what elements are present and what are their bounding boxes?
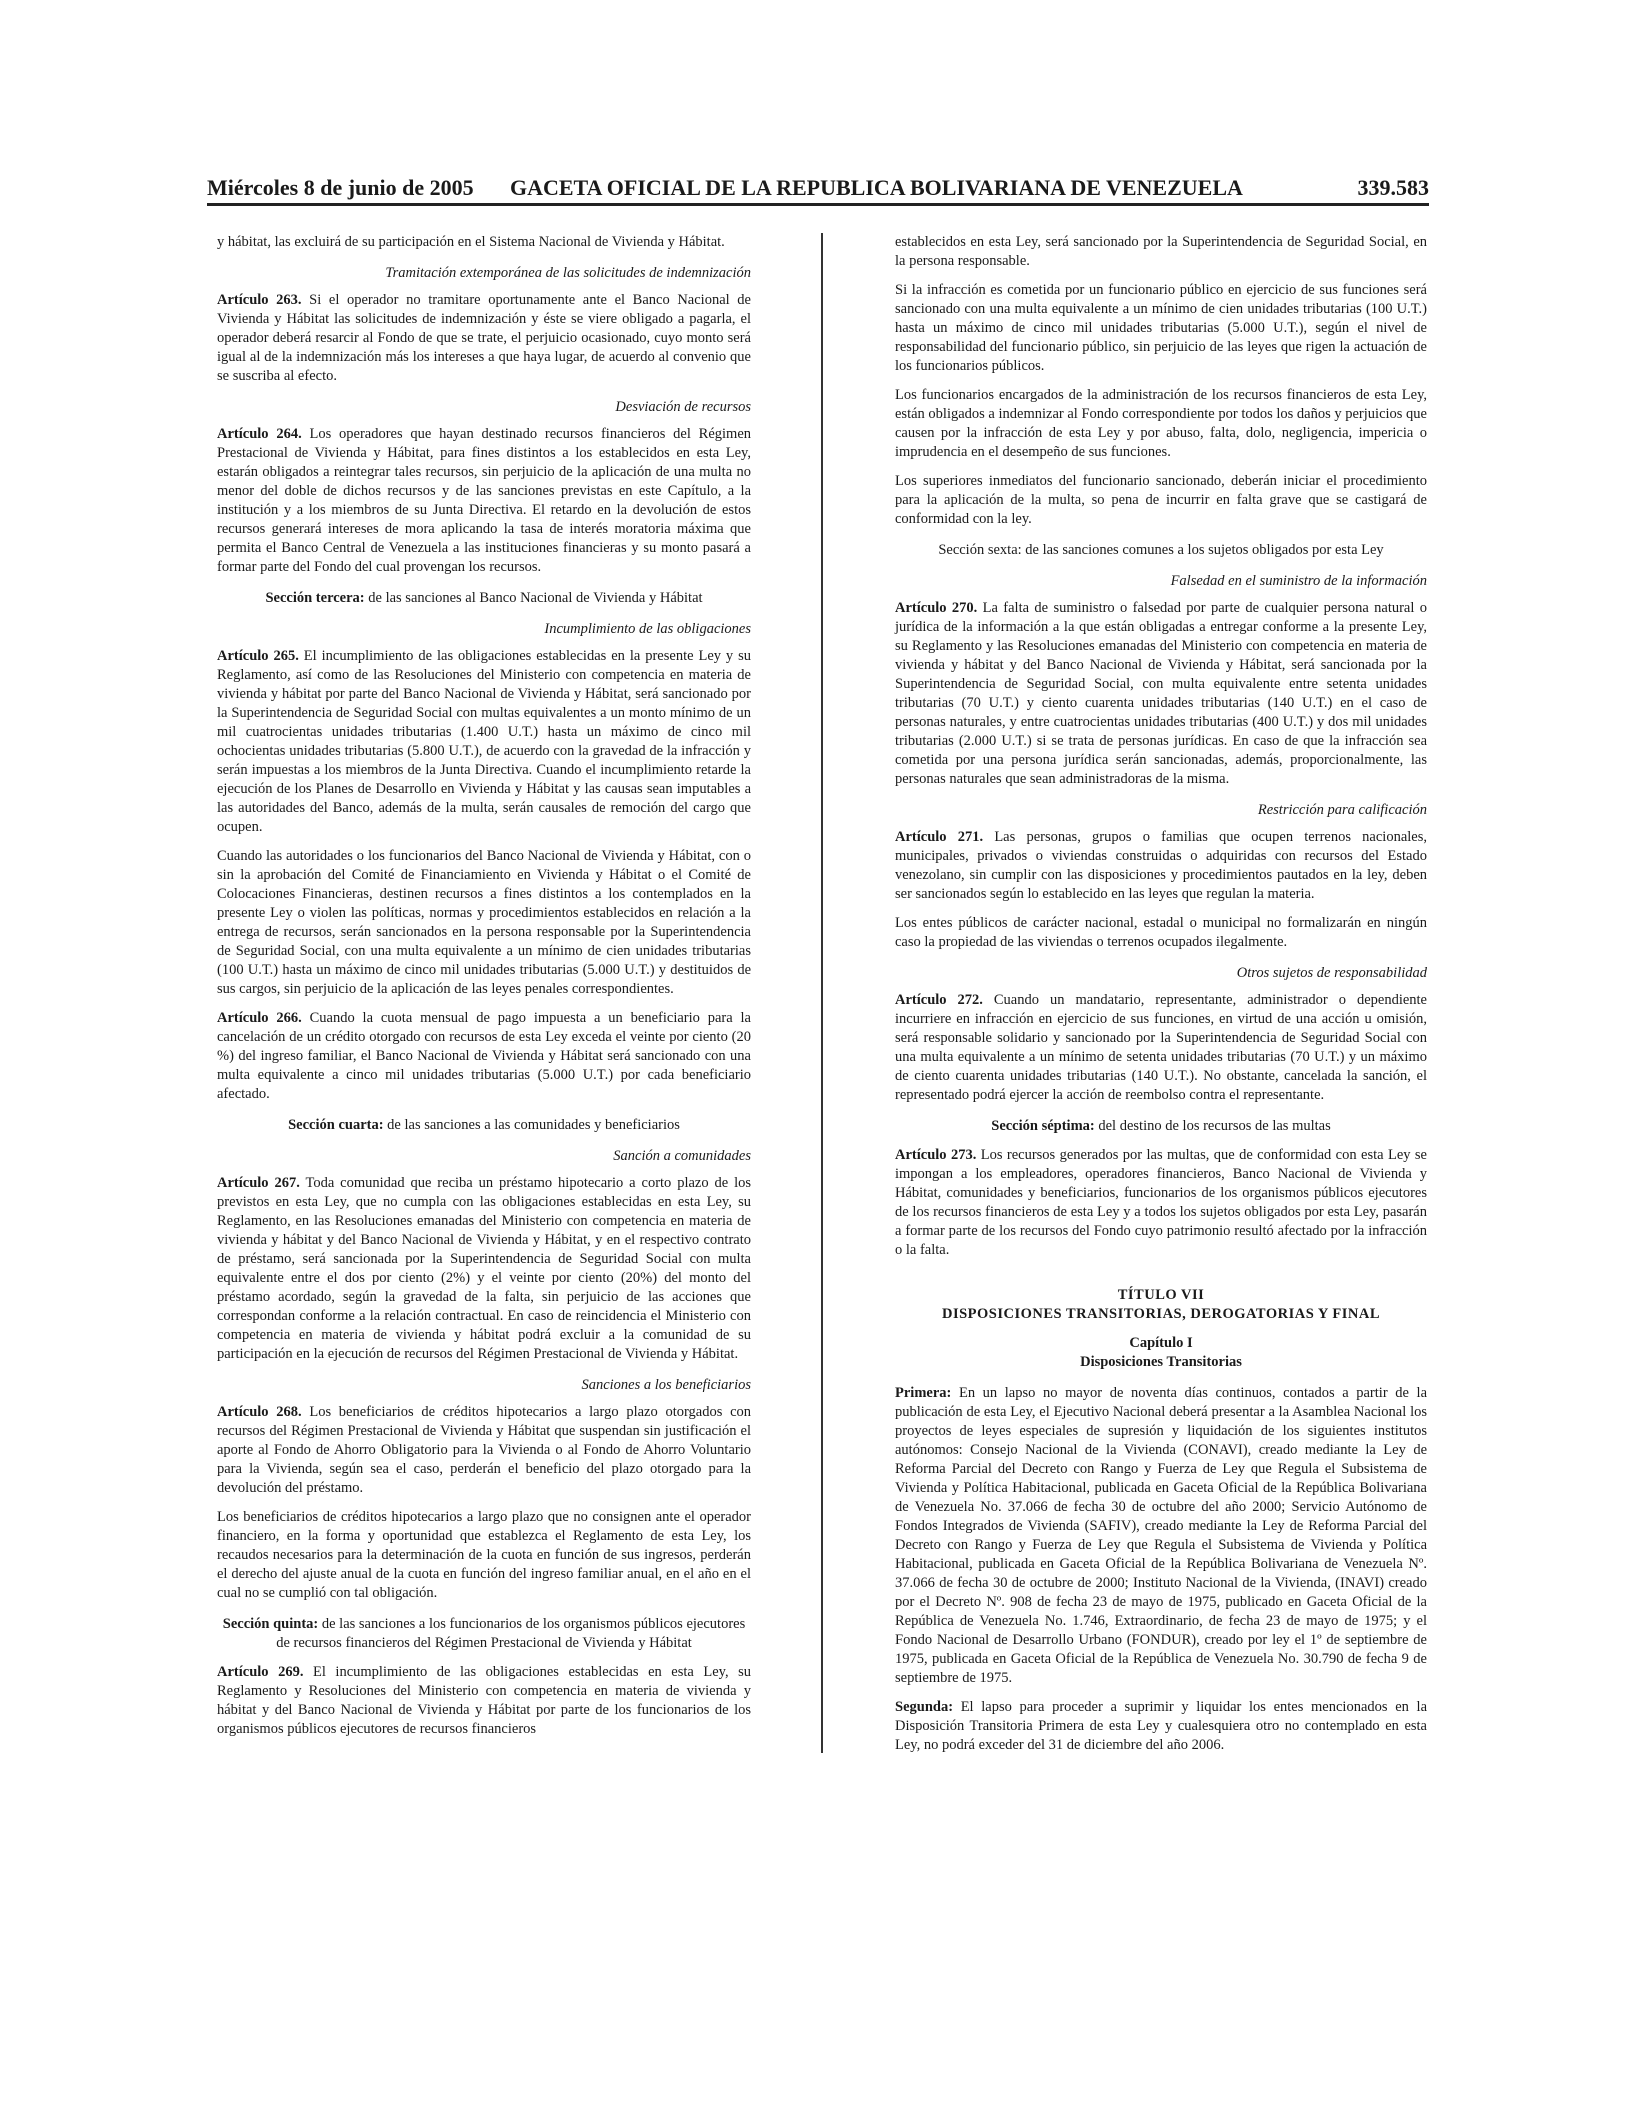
article-label: Artículo 272.	[895, 992, 983, 1008]
disposition-segunda	[895, 1698, 1427, 1755]
article-text: El incumplimiento de las obligaciones establecidas en la presente Ley y su Reglamento, así como de las Resoluciones del Ministerio con competencia en materia de vivienda y hábitat por parte del Banco Nacional de Vivienda y Hábitat, será sancionado por la Superintendencia de Seguridad Social con multas equivalentes a un monto mínimo de un mil cuatrocientas unidades tributarias (1.400 U.T.) hasta un máximo de cinco mil ochocientas unidades tributarias (5.800 U.T.), de acuerdo con la gravedad de la infracción y serán impuestas a los miembros de la Junta Directiva. Cuando el incumplimiento retarde la ejecución de los Planes de Desarrollo en Vivienda y Hábitat y las causas sean imputables a las autoridades del Banco, además de la multa, serán causales de remoción del cargo que ocupen.	[217, 648, 752, 835]
header-title: GACETA OFICIAL DE LA REPUBLICA BOLIVARIANA DE VENEZUELA	[510, 175, 1243, 200]
article-263	[217, 291, 751, 386]
article-label: Artículo 268.	[217, 1404, 302, 1420]
section-label: Sección quinta:	[222, 1616, 319, 1632]
paragraph: Los superiores inmediatos del funcionario sancionado, deberán iniciar el procedimiento para la aplicación de la multa, so pena de incurrir en falta grave que se castigará de conformidad con la ley.	[895, 473, 1427, 527]
article-265	[217, 647, 751, 837]
article-label: Artículo 269.	[217, 1664, 304, 1680]
article-text: La falta de suministro o falsedad por parte de cualquier persona natural o jurídica de la información a la que están obligadas a entregar conforme a la presente Ley, su Reglamento y las Resoluciones emanadas del Ministerio con competencia en materia de vivienda y hábitat y del Banco Nacional de Vivienda y Hábitat, será sancionada por la Superintendencia de Seguridad Social, con multa equivalente entre setenta unidades tributarias (70 U.T.) y ciento cuarenta unidades tributarias (140 U.T.) en el caso de personas naturales, y entre cuatrocientas unidades tributarias (400 U.T.) y dos mil unidades tributarias (2.000 U.T.) si se trata de personas jurídicas. En caso de que la infracción sea cometida por una persona jurídica serán sancionadas, además, proporcionalmente, las personas naturales que sean administradoras de la misma.	[895, 600, 1427, 787]
section-heading	[895, 1117, 1427, 1136]
paragraph: Los funcionarios encargados de la administración de los recursos financieros de esta Ley, están obligados a indemnizar al Fondo correspondiente por todos los daños y perjuicios que causen por la infracción de esta Ley y por abuso, falta, dolo, negligencia, impericia o imprudencia en el desempeño de sus funciones.	[895, 387, 1427, 460]
disposition-label: Primera:	[895, 1385, 952, 1401]
chapter-subheading: Disposiciones Transitorias	[1080, 1354, 1242, 1370]
article-text: Cuando la cuota mensual de pago impuesta a un beneficiario para la cancelación de un crédito otorgado con recursos de esta Ley exceda el veinte por ciento (20 %) del ingreso familiar, el Banco Nacional de Vivienda y Hábitat será sancionado con una multa equivalente a cinco mil unidades tributarias (5.000 U.T.) por cada beneficiario afectado.	[217, 1010, 751, 1102]
section-label: Sección tercera:	[265, 590, 365, 606]
article-text: Las personas, grupos o familias que ocupen terrenos nacionales, municipales, privados o viviendas construidas o adquiridas con recursos del Estado venezolano, sin cumplir con las disposiciones y procedimientos pautados en la ley, deben ser sancionados según lo establecido en las leyes que regulan la materia.	[895, 829, 1427, 902]
article-label: Artículo 266.	[217, 1010, 302, 1026]
paragraph: Los beneficiarios de créditos hipotecarios a largo plazo que no consignen ante el operador financiero, en la forma y oportunidad que establezca el Reglamento de esta Ley, los recaudos necesarios para la determinación de la cuota en función de sus ingresos, perderán el derecho del ajuste anual de la cuota en función del ingreso familiar anual, en el año en el cual no se cumplió con tal obligación.	[217, 1509, 751, 1601]
left-column	[217, 233, 751, 1749]
article-271	[895, 828, 1427, 904]
article-272	[895, 991, 1427, 1105]
header-page-number: 339.583	[1357, 175, 1429, 200]
article-label: Artículo 270.	[895, 600, 978, 616]
section-text: del destino de los recursos de las multas	[1098, 1118, 1331, 1134]
article-text: Toda comunidad que reciba un préstamo hipotecario a corto plazo de los previstos en esta Ley, que no cumpla con las obligaciones establecidas en esta Ley, su Reglamento, en las Resoluciones emanadas del Ministerio con competencia en materia de vivienda y hábitat y del Banco Nacional de Vivienda y Hábitat, y en el respectivo contrato de préstamo, será sancionada por la Superintendencia de Seguridad Social con multa equivalente entre el dos por ciento (2%) y el veinte por ciento (20%) del monto del préstamo acordado, según la gravedad de la falta, sin perjuicio de las acciones que correspondan conforme a la relación contractual. En caso de reincidencia el Ministerio con competencia en materia de vivienda y hábitat podrá excluir a la comunidad de su participación en la ejecución de recursos del Régimen Prestacional de Vivienda y Hábitat.	[217, 1175, 751, 1362]
page-header	[207, 175, 1429, 205]
article-text: El incumplimiento de las obligaciones establecidas en esta Ley, su Reglamento y Resoluciones del Ministerio con competencia en materia de vivienda y hábitat y del Banco Nacional de Vivienda y Hábitat por parte de los funcionarios de los organismos públicos ejecutores de recursos financieros	[217, 1664, 752, 1737]
article-subheading: Incumplimiento de las obligaciones	[544, 621, 751, 637]
article-text: Los recursos generados por las multas, que de conformidad con esta Ley se impongan a los empleadores, operadores financieros, Banco Nacional de Vivienda y Hábitat, comunidades y beneficiarios, funcionarios de los organismos públicos ejecutores de los recursos financieros de esta Ley y a todos los sujetos obligados por esta Ley, pasarán a formar parte de los recursos del Fondo cuyo patrimonio resultó afectado por la infracción o la falta.	[895, 1147, 1427, 1258]
section-text: de las sanciones a los funcionarios de los organismos públicos ejecutores de recursos financieros del Régimen Prestacional de Vivienda y Hábitat	[276, 1616, 746, 1651]
disposition-text: El lapso para proceder a suprimir y liquidar los entes mencionados en la Disposición Transitoria Primera de esta Ley y cualesquiera otro no contemplado en esta Ley, no podrá exceder del 31 de diciembre del año 2006.	[895, 1699, 1427, 1753]
paragraph: Si la infracción es cometida por un funcionario público en ejercicio de sus funciones será sancionado con una multa equivalente a un mínimo de cien unidades tributarias (100 U.T.) hasta un máximo de cinco mil unidades tributarias (5.000 U.T.), según el nivel de responsabilidad del funcionario público, sin perjuicio de las leyes que rigen la actuación de los funcionarios públicos.	[895, 282, 1427, 374]
article-subheading: Restricción para calificación	[1257, 802, 1427, 818]
article-subheading: Sanción a comunidades	[613, 1148, 751, 1164]
paragraph: Cuando las autoridades o los funcionarios del Banco Nacional de Vivienda y Hábitat, con o sin la aprobación del Comité de Financiamiento en Vivienda y Hábitat o el Comité de Colocaciones Financieras, destinen recursos a fines distintos a los contemplados en la presente Ley o violen las políticas, normas y procedimientos establecidos en relación a la entrega de recursos, serán sancionados en la persona responsable por la Superintendencia de Seguridad Social, con una multa equivalente a un mínimo de cien unidades tributarias (100 U.T.) hasta un máximo de cinco mil unidades tributarias (5.000 U.T.) y destituidos de sus cargos, sin perjuicio de la aplicación de las leyes penales correspondientes.	[217, 848, 751, 997]
article-subheading: Otros sujetos de responsabilidad	[1236, 965, 1427, 981]
paragraph: y hábitat, las excluirá de su participación en el Sistema Nacional de Vivienda y Hábitat.	[217, 234, 725, 250]
disposition-primera	[895, 1384, 1427, 1688]
section-heading: Sección sexta: de las sanciones comunes a los sujetos obligados por esta Ley	[938, 542, 1384, 558]
article-text: Si el operador no tramitare oportunamente ante el Banco Nacional de Vivienda y Hábitat las solicitudes de indemnización y éste se viere obligado a pagarla, el operador deberá resarcir al Fondo de que se trate, el perjuicio ocasionado, cuyo monto será igual al de la indemnización más los intereses a que haya lugar, de acuerdo al convenio que se suscriba al efecto.	[217, 292, 751, 384]
article-270	[895, 599, 1427, 789]
article-text: Los operadores que hayan destinado recursos financieros del Régimen Prestacional de Vivienda y Hábitat, para fines distintos a los establecidos en esta Ley, estarán obligados a reintegrar tales recursos, sin perjuicio de la aplicación de una multa no menor del doble de dichos recursos y de las sanciones previstas en este Capítulo, a la institución y a los miembros de su Junta Directiva. El retardo en la devolución de estos recursos generará intereses de mora aplicando la tasa de interés moratoria máxima que permita el Banco Central de Venezuela a las instituciones financieras y su monto pasará a formar parte del Fondo del cual provengan los recursos.	[217, 426, 752, 575]
chapter-heading: Capítulo I	[1129, 1335, 1193, 1351]
article-264	[217, 425, 751, 577]
article-label: Artículo 263.	[217, 292, 302, 308]
article-268	[217, 1403, 751, 1498]
article-text: Los beneficiarios de créditos hipotecarios a largo plazo otorgados con recursos del Régimen Prestacional de Vivienda y Hábitat que suspendan sin justificación el aporte al Fondo de Ahorro Obligatorio para la Vivienda o al Fondo de Ahorro Voluntario para la Vivienda, según sea el caso, perderán el beneficio del plazo otorgado para la devolución del préstamo.	[217, 1404, 752, 1496]
article-273	[895, 1146, 1427, 1260]
article-text: Cuando un mandatario, representante, administrador o dependiente incurriere en infracción en ejercicio de sus funciones, en virtud de una acción u omisión, será responsable solidario y sancionado por la Superintendencia de Seguridad Social con una multa equivalente a un mínimo de setenta unidades tributarias (70 U.T.) y un máximo de ciento cuarenta unidades tributarias (140 U.T.). No obstante, cancelada la sanción, el representado podrá ejercer la acción de reembolso contra el representante.	[895, 992, 1427, 1103]
header-rule	[207, 203, 1429, 206]
article-267	[217, 1174, 751, 1364]
article-label: Artículo 264.	[217, 426, 302, 442]
disposition-text: En un lapso no mayor de noventa días continuos, contados a partir de la publicación de esta Ley, el Ejecutivo Nacional deberá presentar a la Asamblea Nacional los proyectos de leyes especiales de supresión y liquidación de los siguientes institutos autónomos: Consejo Nacional de la Vivienda (CONAVI), creado mediante la Ley de Reforma Parcial del Decreto con Rango y Fuerza de Ley que Regula el Subsistema de Vivienda y Política Habitacional, publicada en Gaceta Oficial de la República Bolivariana de Venezuela No. 37.066 de fecha 30 de octubre del año 2000; Servicio Autónomo de Fondos Integrados de Vivienda (SAFIV), creado mediante la Ley de Reforma Parcial del Decreto con Rango y Fuerza de Ley que Regula el Subsistema de Vivienda y Política Habitacional, publicada en Gaceta Oficial de la República Bolivariana de Venezuela Nº. 37.066 de fecha 30 de octubre de 2000; Instituto Nacional de la Vivienda, (INAVI) creado por el Decreto Nº. 908 de fecha 23 de mayo de 1975, publicado en Gaceta Oficial de la República de Venezuela No. 1.746, Extraordinario, de fecha 23 de mayo de 1975; y el Fondo Nacional de Desarrollo Urbano (FONDUR), creado por ley el 1º de septiembre de 1975, publicada en Gaceta Oficial de la República de Venezuela No. 30.790 de fecha 9 de septiembre de 1975.	[895, 1385, 1428, 1686]
article-266	[217, 1009, 751, 1104]
article-subheading: Tramitación extemporánea de las solicitudes de indemnización	[385, 265, 751, 281]
article-label: Artículo 273.	[895, 1147, 977, 1163]
section-heading	[217, 1116, 751, 1135]
article-269	[217, 1663, 751, 1739]
article-subheading: Falsedad en el suministro de la información	[1170, 573, 1427, 589]
section-text: de las sanciones a las comunidades y beneficiarios	[387, 1117, 680, 1133]
article-label: Artículo 267.	[217, 1175, 300, 1191]
header-date: Miércoles 8 de junio de 2005	[207, 175, 474, 200]
paragraph: establecidos en esta Ley, será sancionado por la Superintendencia de Seguridad Social, en la persona responsable.	[895, 234, 1427, 269]
column-divider	[821, 233, 823, 1753]
article-label: Artículo 271.	[895, 829, 984, 845]
article-subheading: Desviación de recursos	[615, 399, 751, 415]
section-text: de las sanciones al Banco Nacional de Vivienda y Hábitat	[368, 590, 703, 606]
section-label: Sección séptima:	[991, 1118, 1095, 1134]
right-column	[895, 233, 1427, 1765]
article-subheading: Sanciones a los beneficiarios	[581, 1377, 751, 1393]
title-heading: TÍTULO VII	[1117, 1287, 1205, 1303]
article-label: Artículo 265.	[217, 648, 299, 664]
paragraph: Los entes públicos de carácter nacional, estadal o municipal no formalizarán en ningún caso la propiedad de las viviendas o terrenos ocupados ilegalmente.	[895, 915, 1427, 950]
section-label: Sección cuarta:	[288, 1117, 384, 1133]
section-heading	[217, 589, 751, 608]
title-subheading: DISPOSICIONES TRANSITORIAS, DEROGATORIAS Y FINAL	[941, 1306, 1381, 1322]
disposition-label: Segunda:	[895, 1699, 954, 1715]
section-heading	[217, 1615, 751, 1653]
